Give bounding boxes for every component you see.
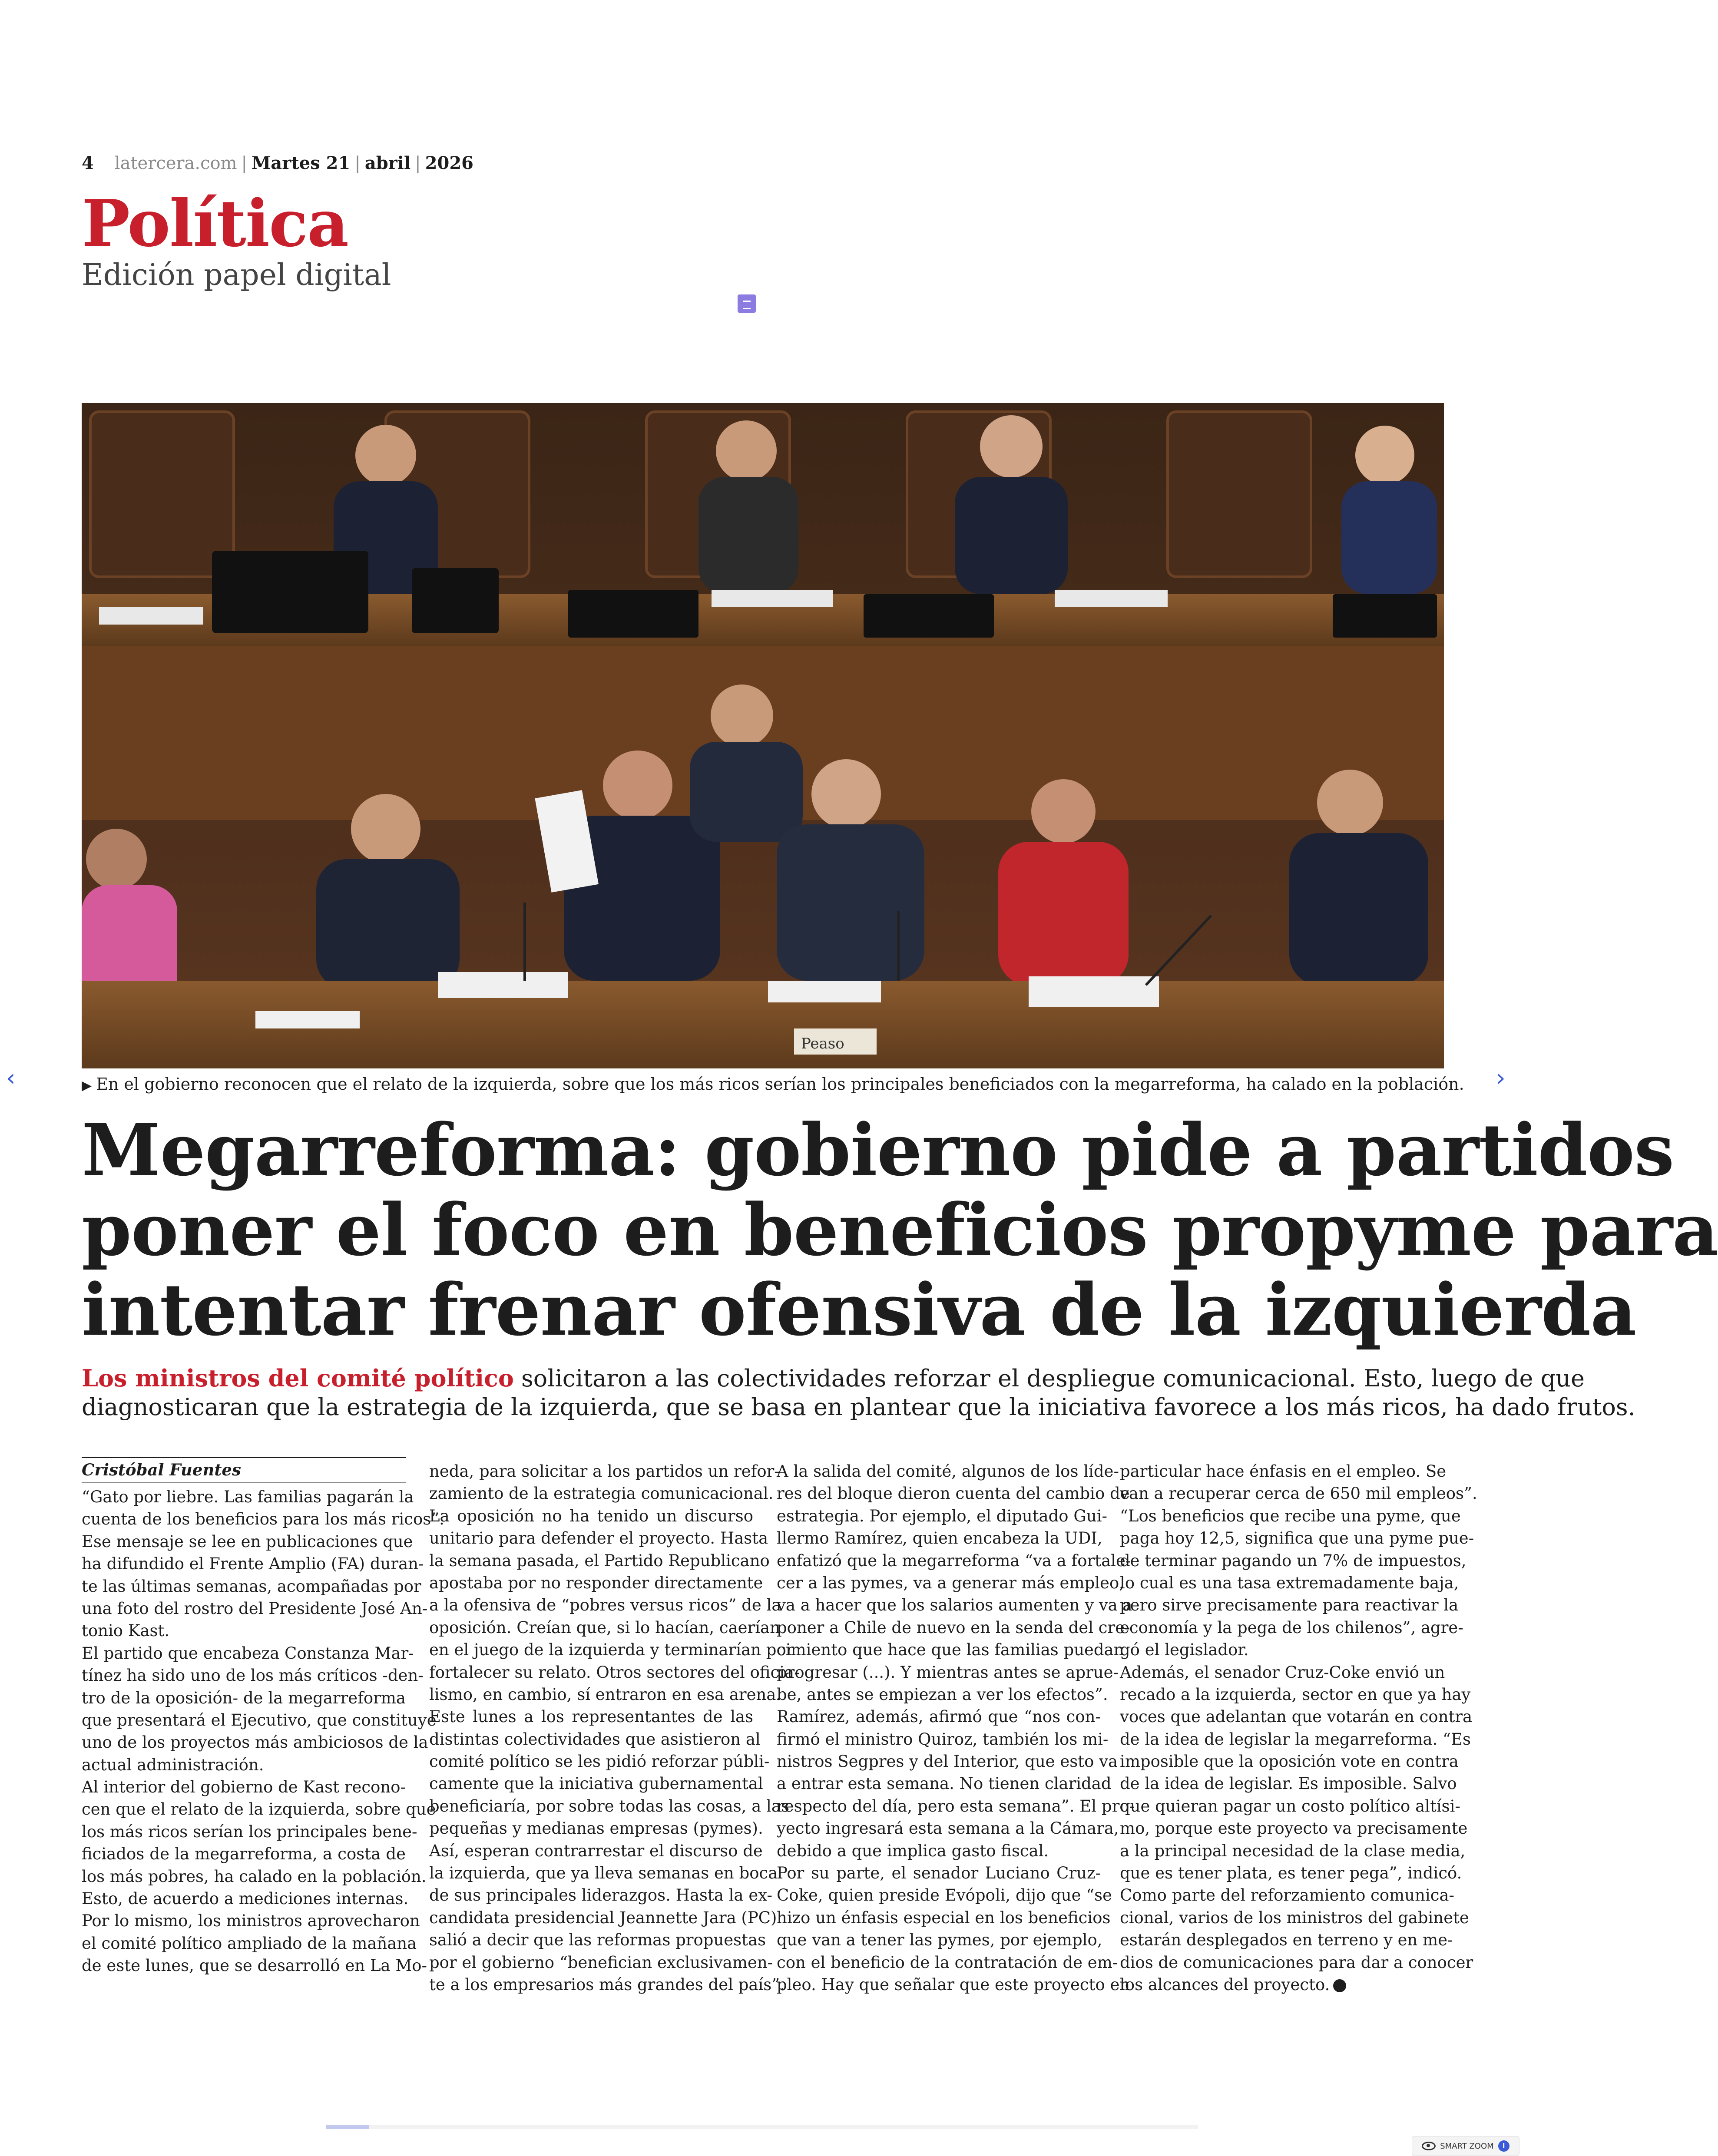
article-text-line: te a los empresarios más grandes del país”. [429, 1975, 785, 1994]
article-text-line: el comité político ampliado de la mañana [82, 1934, 417, 1953]
headline [82, 1108, 1718, 1352]
article-text-line: de la idea de legislar la megarreforma. “Es [1120, 1729, 1471, 1749]
article-text-line: “Los beneficios que recibe una pyme, que [1120, 1506, 1461, 1525]
end-mark-icon [1333, 1979, 1346, 1992]
page-number: 4 [82, 153, 94, 173]
article-text-line: be, antes se empiezan a ver los efectos”. [777, 1685, 1108, 1704]
article-text-line: Por lo mismo, los ministros aprovecharon [82, 1911, 420, 1931]
photo-caption [82, 1075, 1464, 1094]
article-text-line: lo cual es una tasa extremadamente baja, [1120, 1573, 1459, 1592]
article-text-line: particular hace énfasis en el empleo. Se [1120, 1462, 1447, 1481]
article-text-line: a la ofensiva de “pobres versus ricos” de la [429, 1596, 781, 1615]
article-text-line: imposible que la oposición vote en contra [1120, 1752, 1459, 1771]
article-text-line: progresar (...). Y mientras antes se aprue- [777, 1663, 1119, 1682]
article-text-line: Como parte del reforzamiento comunica- [1120, 1886, 1455, 1905]
article-text-line: de este lunes, que se desarrolló en La Mo- [82, 1956, 427, 1975]
article-text-line: por el gobierno “benefician exclusivamen- [429, 1953, 773, 1972]
folio-line: 4 latercera.com | Martes 21 | abril | 2026 [82, 153, 473, 173]
article-text-line: camente que la iniciativa gubernamental [429, 1774, 763, 1793]
article-text-line: que quieran pagar un costo político altísi- [1120, 1796, 1461, 1815]
article-text-line: neda, para solicitar a los partidos un refor- [429, 1462, 780, 1481]
date-day: Martes 21 [252, 153, 351, 173]
article-text-line: lismo, en cambio, sí entraron en esa arena. [429, 1685, 781, 1704]
article-text-line: firmó el ministro Quiroz, también los mi- [777, 1729, 1109, 1749]
article-text-line: la semana pasada, el Partido Republicano [429, 1551, 770, 1570]
article-column-1 [82, 1460, 444, 1977]
article-text-line: poner a Chile de nuevo en la senda del cre- [777, 1618, 1130, 1637]
headline-line: intentar frenar ofensiva de la izquierda [82, 1268, 1636, 1352]
article-text-line: economía y la pega de los chilenos”, agre- [1120, 1618, 1463, 1637]
article-text-line: El partido que encabeza Constanza Mar- [82, 1643, 414, 1663]
article-text-line: candidata presidencial Jeannette Jara (PC) [429, 1908, 777, 1927]
article-text-line: apostaba por no responder directamente [429, 1573, 763, 1592]
article-text-line: pero sirve precisamente para reactivar la [1120, 1596, 1459, 1615]
article-column-2 [429, 1460, 800, 1996]
article-text-line: estrategia. Por ejemplo, el diputado Gui- [777, 1506, 1108, 1525]
article-text-line: una foto del rostro del Presidente José An- [82, 1599, 428, 1618]
lead-text: solicitaron a las colectividades reforzar el despliegue comunicacional. Esto, luego de que [513, 1365, 1585, 1392]
article-text-line: cen que el relato de la izquierda, sobre que [82, 1800, 436, 1819]
article-text-line: Ramírez, además, afirmó que “nos con- [777, 1707, 1101, 1726]
article-text-line: Al interior del gobierno de Kast recono- [82, 1778, 406, 1797]
article-text-line: cuenta de los beneficios para los más ricos”. [82, 1510, 444, 1529]
article-text-line: mo, porque este proyecto va precisamente [1120, 1819, 1468, 1838]
article-text-line: a entrar esta semana. No tienen claridad [777, 1774, 1112, 1793]
article-text-line: cional, varios de los ministros del gabinete [1120, 1908, 1469, 1927]
date-month: abril [364, 153, 411, 173]
caption-text: En el gobierno reconocen que el relato de la izquierda, sobre que los más ricos serían los principales beneficiados con la megarreforma, ha calado en la población. [96, 1075, 1464, 1094]
article-text-line: Así, esperan contrarrestar el discurso de [429, 1841, 763, 1860]
article-text-line: Ese mensaje se lee en publicaciones que [82, 1532, 413, 1551]
headline-line: Megarreforma: gobierno pide a partidos [82, 1108, 1674, 1192]
article-text-line: cimiento que hace que las familias puedan [777, 1640, 1124, 1660]
article-text-line: unitario para defender el proyecto. Hasta [429, 1529, 768, 1548]
lead-lede: Los ministros del comité político [82, 1364, 514, 1392]
site-name: latercera.com [114, 153, 237, 173]
page-progress-track [326, 2125, 1198, 2129]
article-text-line: yecto ingresará esta semana a la Cámara, [777, 1819, 1119, 1838]
info-icon: i [1498, 2140, 1509, 2152]
article-text-line: Además, el senador Cruz-Coke envió un [1120, 1663, 1445, 1682]
article-text-line: los más ricos serían los principales bene- [82, 1822, 417, 1841]
article-text-line: beneficiaría, por sobre todas las cosas, a las [429, 1796, 789, 1815]
article-text-line: enfatizó que la megarreforma “va a fortale- [777, 1551, 1131, 1570]
article-text-line: recado a la izquierda, sector en que ya hay [1120, 1685, 1471, 1704]
article-text-line: res del bloque dieron cuenta del cambio de [777, 1484, 1130, 1503]
article-text-line: de sus principales liderazgos. Hasta la ex- [429, 1886, 772, 1905]
article-text-line: te las últimas semanas, acompañadas por [82, 1577, 421, 1596]
article-text-line: “Gato por liebre. Las familias pagarán la [82, 1488, 414, 1506]
article-text-line: que es tener plata, es tener pega”, indicó. [1120, 1864, 1462, 1883]
page-progress-fill [326, 2125, 369, 2129]
article-text-line: Coke, quien preside Evópoli, dijo que “se [777, 1886, 1112, 1905]
article-text-line: de la idea de legislar. Es imposible. Salvo [1120, 1774, 1457, 1793]
article-text-line: hizo un énfasis especial en los beneficios [777, 1908, 1111, 1927]
lead-photo [82, 403, 1444, 1068]
caption-arrow-icon: ▶ [82, 1078, 92, 1093]
eye-icon [1422, 2142, 1436, 2150]
article-text-line: estarán desplegados en terreno y en me- [1120, 1931, 1453, 1950]
article-text-line: tro de la oposición- de la megarreforma [82, 1688, 406, 1707]
article-column-4 [1120, 1460, 1477, 1996]
article-text-line: Este lunes a los representantes de las [429, 1707, 753, 1726]
article-text-line: Esto, de acuerdo a mediciones internas. [82, 1889, 409, 1908]
nameplate-text: Peaso [801, 1035, 844, 1052]
article-text-line: pequeñas y medianas empresas (pymes). [429, 1819, 763, 1838]
article-text-line: tínez ha sido uno de los más críticos -den- [82, 1666, 424, 1685]
parliament-photo-illustration [82, 403, 1444, 1068]
smart-zoom-label: SMART ZOOM [1440, 2141, 1494, 2151]
article-text-line: tonio Kast. [82, 1621, 170, 1640]
article-text-line: fortalecer su relato. Otros sectores del oficia- [429, 1663, 800, 1682]
article-text-line: en el juego de la izquierda y terminarían por [429, 1640, 794, 1660]
article-text-line: respecto del día, pero esta semana”. El pro- [777, 1796, 1135, 1815]
article-column-3 [777, 1460, 1135, 1996]
article-text-line: va a hacer que los salarios aumenten y va a [777, 1596, 1132, 1615]
article-text-line: pleo. Hay que señalar que este proyecto en [777, 1975, 1130, 1994]
article-text-line: oposición. Creían que, si lo hacían, caerían [429, 1618, 780, 1637]
headline-line: poner el foco en beneficios propyme para [82, 1188, 1718, 1272]
article-text-line: comité político se les pidió reforzar públi- [429, 1752, 770, 1771]
article-text-line: nistros Segpres y del Interior, que esto va [777, 1752, 1118, 1771]
article-text-line: salió a decir que las reformas propuestas [429, 1931, 766, 1950]
article-text-line: debido a que implica gasto fiscal. [777, 1841, 1049, 1860]
article-text-line: de terminar pagando un 7% de impuestos, [1120, 1551, 1466, 1570]
article-text-line: ficiados de la megarreforma, a costa de [82, 1845, 406, 1864]
chevron-left-icon[interactable]: ‹ [6, 1064, 16, 1091]
section-title: Política [82, 185, 348, 261]
lead-text: diagnosticaran que la estrategia de la izquierda, que se basa en plantear que la iniciativa favorece a los más ricos, ha dado frutos. [82, 1393, 1635, 1421]
edition-label: Edición papel digital [82, 258, 391, 292]
article-text-line: van a recuperar cerca de 650 mil empleos”. [1120, 1484, 1477, 1503]
article-text-line: voces que adelantan que votarán en contra [1120, 1707, 1473, 1726]
smart-zoom-button[interactable] [1412, 2136, 1519, 2156]
article-text-line: La oposición no ha tenido un discurso [429, 1506, 753, 1525]
article-text-line: los más pobres, ha calado en la población. [82, 1867, 427, 1886]
lead-paragraph [82, 1364, 1635, 1422]
article-text-line: Por su parte, el senador Luciano Cruz- [777, 1864, 1101, 1883]
chevron-right-icon[interactable]: › [1496, 1064, 1506, 1091]
date-year: 2026 [425, 153, 473, 173]
article-text-line: cer a las pymes, va a generar más empleo, [777, 1573, 1124, 1592]
article-text-line: los alcances del proyecto. [1120, 1974, 1444, 1996]
article-text-line: la izquierda, que ya lleva semanas en boca [429, 1864, 778, 1883]
pages-icon[interactable] [738, 294, 756, 313]
article-text-line: uno de los proyectos más ambiciosos de la [82, 1733, 428, 1752]
article-text-line: actual administración. [82, 1755, 264, 1774]
article-text-line: con el beneficio de la contratación de em- [777, 1953, 1118, 1972]
article-text-line: a la principal necesidad de la clase media, [1120, 1841, 1466, 1860]
article-text-line: dios de comunicaciones para dar a conocer [1120, 1953, 1473, 1972]
article-text-line: gó el legislador. [1120, 1640, 1249, 1660]
byline: Cristóbal Fuentes [82, 1457, 406, 1483]
article-text-line: ha difundido el Frente Amplio (FA) duran- [82, 1554, 424, 1574]
article-text-line: distintas colectividades que asistieron al [429, 1729, 761, 1749]
article-text-line: llermo Ramírez, quien encabeza la UDI, [777, 1529, 1102, 1548]
article-text-line: que presentará el Ejecutivo, que constituye [82, 1710, 437, 1729]
article-text-line: A la salida del comité, algunos de los líde- [777, 1462, 1119, 1481]
article-text-line: zamiento de la estrategia comunicacional. [429, 1484, 774, 1503]
article-text-line: que van a tener las pymes, por ejemplo, [777, 1931, 1102, 1950]
article-text-line: paga hoy 12,5, significa que una pyme pue- [1120, 1529, 1474, 1548]
